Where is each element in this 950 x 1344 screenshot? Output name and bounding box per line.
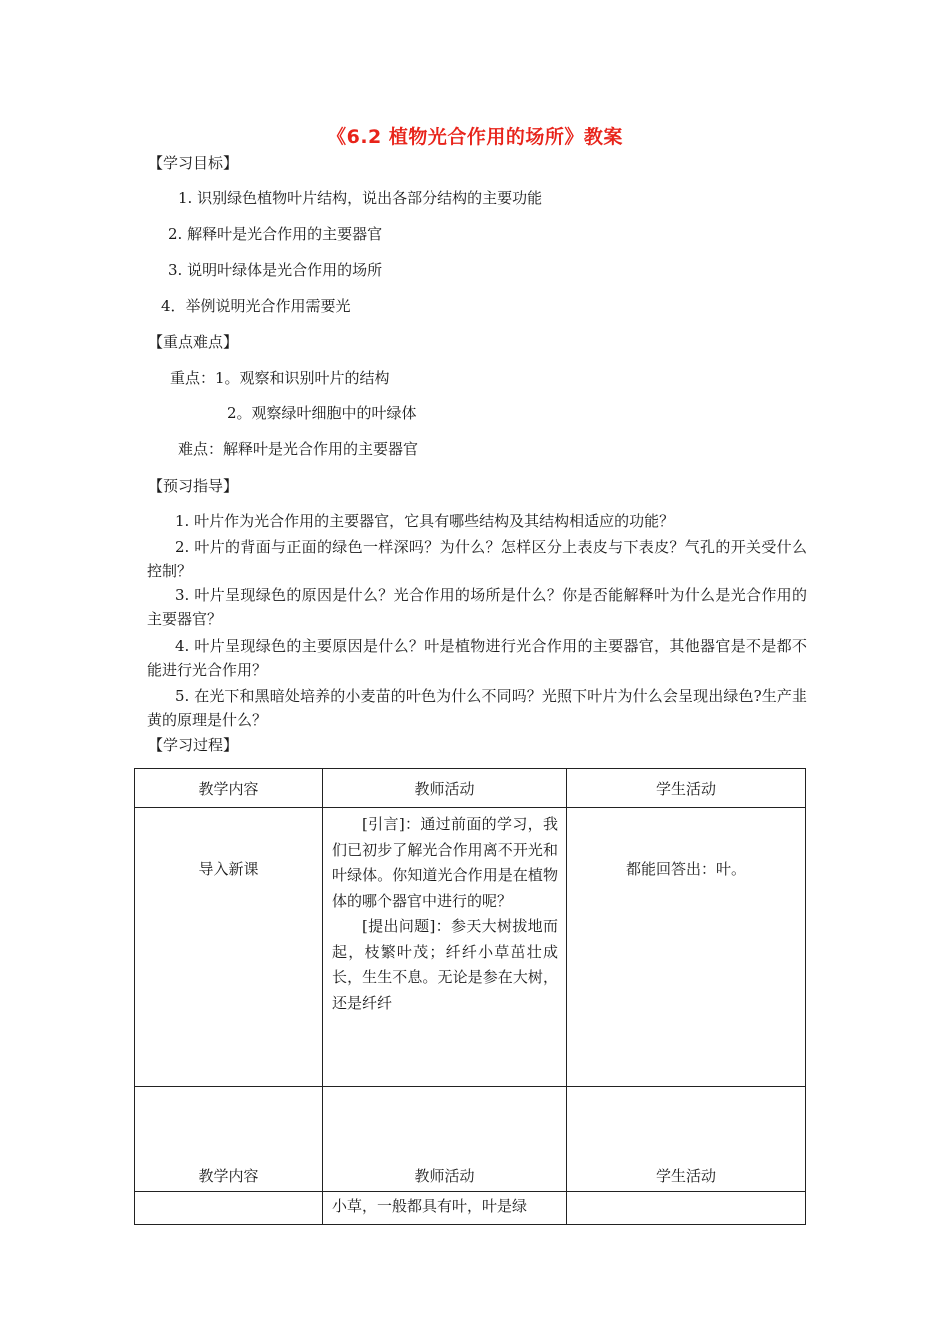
table-header-row bbox=[135, 769, 806, 808]
column-header: 学生活动 bbox=[567, 1165, 806, 1192]
difficulty-point: 难点：解释叶是光合作用的主要器官 bbox=[178, 440, 419, 458]
column-header: 教师活动 bbox=[323, 1165, 567, 1192]
column-header: 教学内容 bbox=[135, 769, 323, 808]
objective-item: 2. 解释叶是光合作用的主要器官 bbox=[168, 225, 383, 243]
column-header: 学生活动 bbox=[567, 769, 806, 808]
teacher-paragraph: [引言]：通过前面的学习，我们已初步了解光合作用离不开光和叶绿体。你知道光合作用是在植物体的哪个器官中进行的呢？ bbox=[332, 815, 558, 910]
preview-item-text: 1. 叶片作为光合作用的主要器官，它具有哪些结构及其结构相适应的功能？ bbox=[175, 512, 675, 530]
table-row bbox=[135, 1087, 806, 1166]
preview-item-text: 4. 叶片呈现绿色的主要原因是什么？叶是植物进行光合作用的主要器官，其他器官是不是都不能进行光合作用？ bbox=[147, 637, 807, 679]
process-table bbox=[134, 768, 806, 1225]
student-text: 都能回答出：叶。 bbox=[625, 860, 746, 878]
table-header-row-repeat bbox=[135, 1165, 806, 1192]
preview-item bbox=[147, 634, 807, 682]
process-heading: 【学习过程】 bbox=[148, 736, 239, 754]
preview-item bbox=[147, 535, 807, 583]
content-cell bbox=[135, 1192, 323, 1225]
empty-cell bbox=[567, 1087, 806, 1166]
document-title: 《6.2 植物光合作用的场所》教案 bbox=[327, 126, 623, 148]
objective-item: 4．举例说明光合作用需要光 bbox=[161, 297, 351, 315]
objective-item: 3. 说明叶绿体是光合作用的场所 bbox=[168, 261, 383, 279]
content-text: 导入新课 bbox=[198, 860, 259, 878]
objective-item: 1. 识别绿色植物叶片结构，说出各部分结构的主要功能 bbox=[178, 189, 543, 207]
preview-item bbox=[147, 583, 807, 631]
preview-item-text: 3. 叶片呈现绿色的原因是什么？光合作用的场所是什么？你是否能解释叶为什么是光合作用的主要器官？ bbox=[147, 586, 807, 628]
preview-item-text: 2. 叶片的背面与正面的绿色一样深吗？为什么？怎样区分上表皮与下表皮？气孔的开关受什么控制？ bbox=[147, 538, 807, 580]
preview-item bbox=[147, 509, 807, 533]
student-cell bbox=[567, 1192, 806, 1225]
teacher-paragraph: [提出问题]：参天大树拔地而起，枝繁叶茂；纤纤小草茁壮成长，生生不息。无论是参在大树，还是纤纤 bbox=[332, 917, 558, 1012]
table-row bbox=[135, 808, 806, 1087]
content-cell bbox=[135, 808, 323, 1087]
teacher-cell: 小草，一般都具有叶，叶是绿 bbox=[323, 1192, 567, 1225]
empty-cell bbox=[135, 1087, 323, 1166]
key-point: 2。观察绿叶细胞中的叶绿体 bbox=[227, 404, 417, 422]
student-cell bbox=[567, 808, 806, 1087]
preview-heading: 【预习指导】 bbox=[148, 477, 239, 495]
empty-cell bbox=[323, 1087, 567, 1166]
table-row bbox=[135, 1192, 806, 1225]
column-header: 教学内容 bbox=[135, 1165, 323, 1192]
objectives-heading: 【学习目标】 bbox=[148, 154, 239, 172]
preview-item bbox=[147, 684, 807, 732]
preview-item-text: 5. 在光下和黑暗处培养的小麦苗的叶色为什么不同吗？光照下叶片为什么会呈现出绿色?生产韭黄的原理是什么？ bbox=[147, 687, 807, 729]
key-point: 重点：1。观察和识别叶片的结构 bbox=[170, 369, 390, 387]
teacher-cell bbox=[323, 808, 567, 1087]
key-points-heading: 【重点难点】 bbox=[148, 333, 239, 351]
column-header: 教师活动 bbox=[323, 769, 567, 808]
